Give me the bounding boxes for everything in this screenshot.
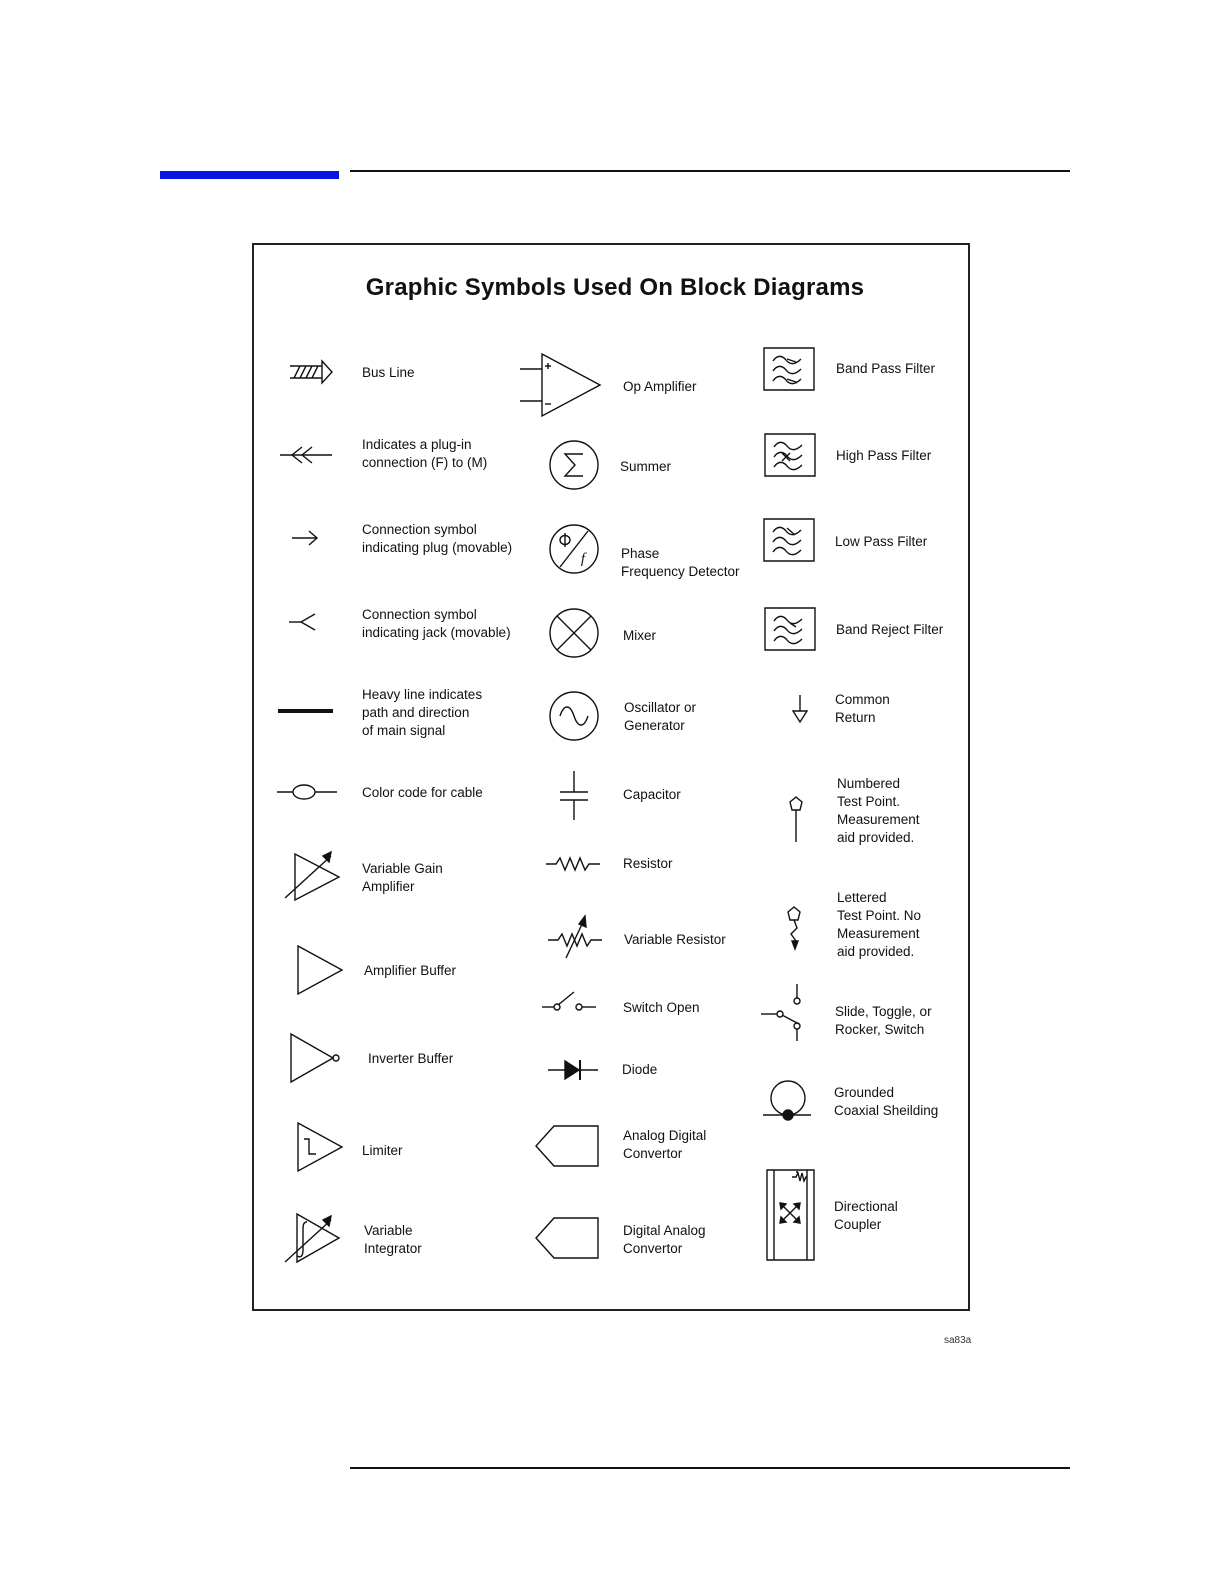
phase-frequency-detector-label: Phase Frequency Detector — [621, 546, 740, 579]
oscillator-icon — [548, 690, 600, 742]
mixer-icon — [548, 607, 600, 659]
bus-line-label: Bus Line — [362, 365, 415, 380]
plugin-connection-label: Indicates a plug-in connection (F) to (M) — [362, 437, 488, 470]
band-reject-filter-icon — [764, 607, 816, 651]
op-amplifier-label: Op Amplifier — [623, 379, 697, 394]
variable-integrator-icon — [285, 1210, 341, 1266]
common-return-icon — [791, 695, 809, 723]
grounded-coaxial-shielding-label: Grounded Coaxial Sheilding — [834, 1085, 939, 1118]
svg-text:f: f — [580, 551, 586, 567]
dac-label: Digital Analog Convertor — [623, 1223, 706, 1256]
plugin-connection-icon — [280, 444, 336, 466]
mixer-label: Mixer — [623, 628, 656, 643]
amplifier-buffer-icon — [296, 944, 344, 996]
phase-frequency-detector-icon — [548, 523, 600, 575]
connection-jack-label: Connection symbol indicating jack (movable) — [362, 607, 511, 640]
capacitor-label: Capacitor — [623, 787, 681, 802]
low-pass-filter-icon — [763, 518, 815, 562]
slide-toggle-switch-icon — [761, 984, 807, 1042]
resistor-label: Resistor — [623, 856, 673, 871]
common-return-label: Common Return — [835, 692, 890, 725]
grounded-coaxial-shielding-icon — [763, 1079, 813, 1125]
figure-title: Graphic Symbols Used On Block Diagrams — [365, 274, 865, 301]
band-pass-filter-icon — [763, 347, 815, 391]
variable-resistor-label: Variable Resistor — [624, 932, 726, 947]
low-pass-filter-label: Low Pass Filter — [835, 534, 928, 549]
switch-open-icon — [542, 990, 598, 1016]
variable-gain-amplifier-icon — [283, 850, 339, 904]
connection-plug-icon — [292, 529, 320, 547]
resistor-icon — [546, 855, 602, 873]
variable-integrator-label: Variable Integrator — [364, 1223, 422, 1256]
high-pass-filter-icon — [764, 433, 816, 477]
adc-label: Analog Digital Convertor — [623, 1128, 707, 1161]
op-amplifier-icon — [520, 352, 602, 418]
diode-label: Diode — [622, 1062, 658, 1077]
directional-coupler-icon — [766, 1169, 816, 1263]
connection-plug-label: Connection symbol indicating plug (movable) — [362, 522, 513, 555]
heavy-line-label: Heavy line indicates path and direction of main signal — [362, 687, 483, 738]
variable-gain-amplifier-label: Variable Gain Amplifier — [362, 861, 443, 894]
band-pass-filter-label: Band Pass Filter — [836, 361, 936, 376]
color-code-cable-label: Color code for cable — [362, 785, 483, 800]
band-reject-filter-label: Band Reject Filter — [836, 622, 944, 637]
inverter-buffer-label: Inverter Buffer — [368, 1051, 454, 1066]
switch-open-label: Switch Open — [623, 1000, 700, 1015]
limiter-icon — [296, 1121, 344, 1173]
figure-reference: sa83a — [944, 1335, 972, 1346]
header-rule — [350, 170, 1070, 172]
heavy-line-icon — [278, 709, 333, 713]
summer-label: Summer — [620, 459, 672, 474]
numbered-test-point-label: Numbered Test Point. Measurement aid provided. — [837, 776, 920, 845]
limiter-label: Limiter — [362, 1143, 403, 1158]
connection-jack-icon — [289, 613, 317, 631]
amplifier-buffer-label: Amplifier Buffer — [364, 963, 457, 978]
summer-icon — [548, 439, 600, 491]
high-pass-filter-label: High Pass Filter — [836, 448, 932, 463]
dac-icon — [534, 1216, 600, 1260]
header-accent-bar — [160, 171, 339, 179]
capacitor-icon — [558, 771, 590, 821]
oscillator-label: Oscillator or Generator — [624, 700, 697, 733]
footer-rule — [350, 1467, 1070, 1469]
numbered-test-point-icon — [782, 782, 810, 844]
adc-icon — [534, 1124, 600, 1168]
variable-resistor-icon — [546, 914, 606, 960]
directional-coupler-label: Directional Coupler — [834, 1199, 898, 1232]
color-code-cable-icon — [277, 781, 339, 803]
slide-toggle-switch-label: Slide, Toggle, or Rocker, Switch — [835, 1004, 932, 1037]
lettered-test-point-label: Lettered Test Point. No Measurement aid provided. — [837, 890, 922, 959]
lettered-test-point-icon — [782, 895, 810, 951]
inverter-buffer-icon — [289, 1032, 343, 1084]
diode-icon — [548, 1058, 600, 1082]
bus-line-icon — [288, 358, 336, 386]
